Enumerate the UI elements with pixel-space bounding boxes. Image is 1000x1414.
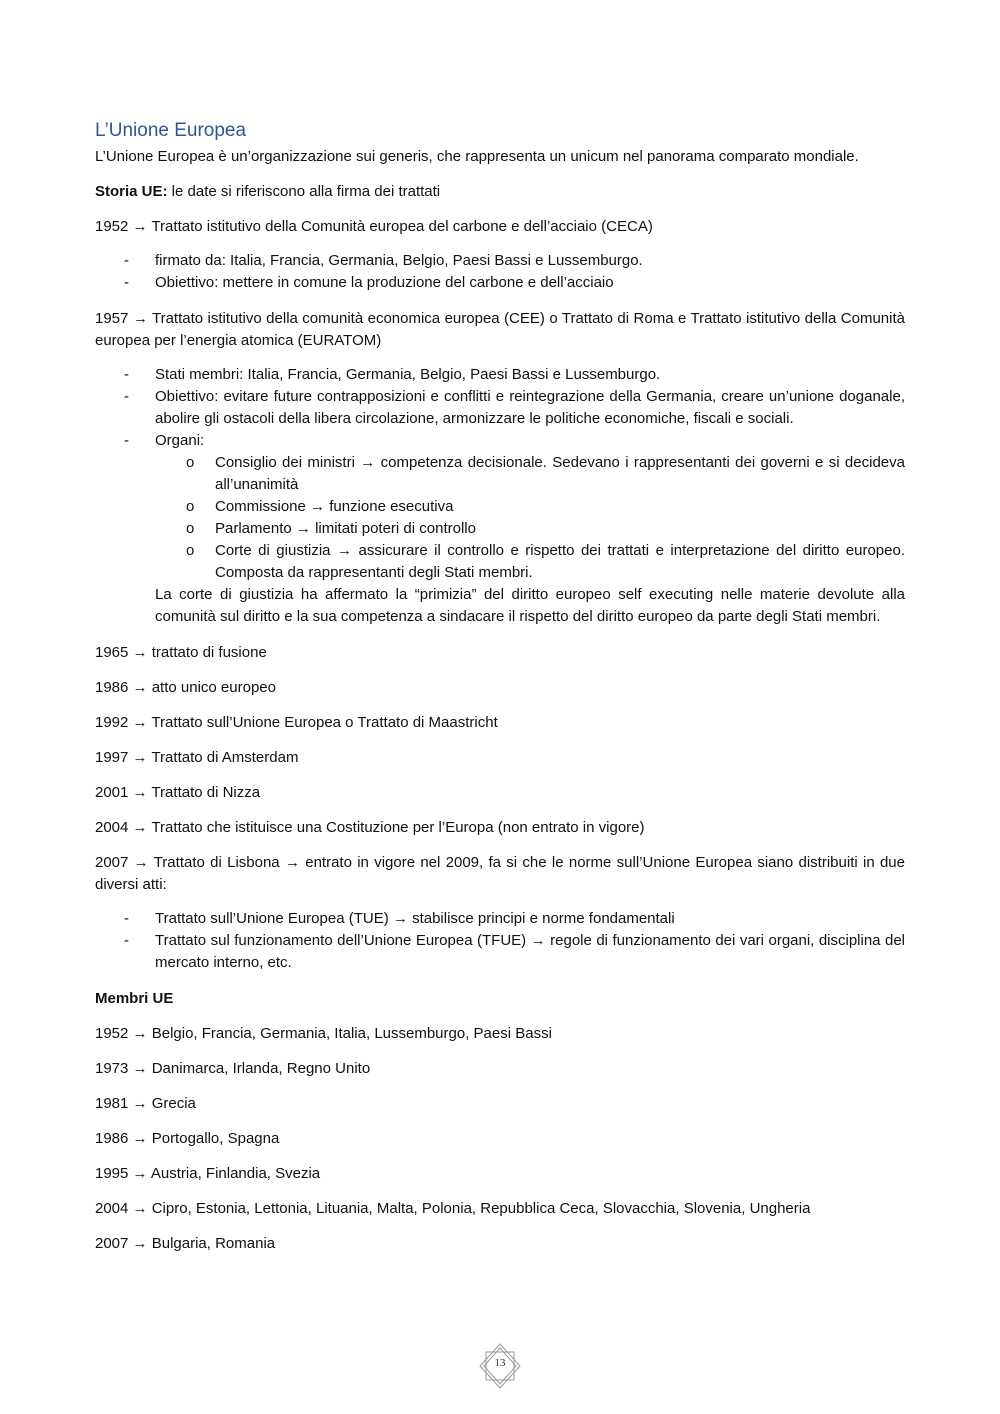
arrow-icon: → [132, 644, 148, 661]
dash-bullet: - [124, 388, 129, 405]
treaty-text: Trattato che istituisce una Costituzione per l’Europa (non entrato in vigore) [151, 819, 645, 836]
treaty-year: 1986 [95, 679, 129, 696]
treaty-year: 1965 [95, 644, 129, 661]
treaty-1957 [95, 308, 905, 352]
storia-label: Storia UE: [95, 183, 168, 200]
membri-countries: Cipro, Estonia, Lettonia, Lituania, Malta, Polonia, Repubblica Ceca, Slovacchia, Slovenia, Ungheria [151, 1200, 811, 1217]
arrow-icon: → [132, 1130, 148, 1147]
list-item [95, 430, 905, 628]
treaty-text: Trattato istitutivo della comunità economica europea (CEE) o Trattato di Roma e Trattato istitutivo della Comunità europea per l’energia atomica (EURATOM) [95, 310, 905, 349]
membri-row [95, 1093, 905, 1115]
arrow-icon: → [310, 498, 326, 515]
treaty-row [95, 782, 905, 804]
list-item [95, 250, 905, 272]
treaty-row [95, 642, 905, 664]
treaty-row [95, 712, 905, 734]
organo-item [155, 518, 905, 540]
treaty-1952 [95, 216, 905, 238]
list-item [95, 908, 905, 930]
storia-text: le date si riferiscono alla firma dei trattati [167, 183, 441, 200]
organo-text: limitati poteri di controllo [315, 520, 476, 537]
membri-row [95, 1023, 905, 1045]
page-title: L’Unione Europea [95, 120, 247, 141]
dash-bullet: - [124, 432, 129, 449]
treaty-text: trattato di fusione [151, 644, 267, 661]
circle-bullet: o [186, 542, 195, 559]
membri-countries: Belgio, Francia, Germania, Italia, Lussemburgo, Paesi Bassi [151, 1025, 552, 1042]
arrow-icon: → [530, 932, 546, 949]
list-item [95, 930, 905, 974]
membri-countries: Austria, Finlandia, Svezia [150, 1165, 321, 1182]
organo-text: assicurare il controllo e rispetto dei trattati e interpretazione del diritto europeo. Composta da rappresentanti degli Stati membri. [215, 542, 905, 581]
list-item-text: Organi: [155, 432, 205, 449]
list-item-text: Obiettivo: mettere in comune la produzione del carbone e dell’acciaio [155, 274, 614, 291]
organo-name: Consiglio dei ministri [215, 454, 355, 471]
list-item-text: Stati membri: Italia, Francia, Germania, Belgio, Paesi Bassi e Lussemburgo. [155, 366, 661, 383]
list-item [95, 364, 905, 386]
membri-countries: Bulgaria, Romania [151, 1235, 276, 1252]
treaty-year: 1997 [95, 749, 129, 766]
treaty-year: 2004 [95, 819, 129, 836]
page-number: 13 [494, 1357, 506, 1369]
list-item [95, 272, 905, 294]
treaty-year: 1992 [95, 714, 129, 731]
membri-row [95, 1233, 905, 1255]
arrow-icon: → [132, 1060, 148, 1077]
treaty-2007 [95, 852, 905, 896]
dash-bullet: - [124, 274, 129, 291]
list-item-name: Trattato sull’Unione Europea (TUE) [155, 910, 389, 927]
treaty-year: 2007 [95, 854, 129, 871]
arrow-icon: → [132, 1025, 148, 1042]
arrow-icon: → [132, 819, 148, 836]
organo-name: Commissione [215, 498, 306, 515]
arrow-icon: → [132, 1200, 148, 1217]
organi-list [155, 452, 905, 584]
list-item [95, 386, 905, 430]
arrow-icon: → [360, 454, 376, 471]
treaty-text: Trattato di Nizza [151, 784, 261, 801]
membri-year: 2004 [95, 1200, 129, 1217]
circle-bullet: o [186, 498, 195, 515]
treaty-year: 1957 [95, 310, 129, 327]
arrow-icon: → [284, 854, 300, 871]
arrow-icon: → [132, 310, 148, 327]
treaty-text: atto unico europeo [151, 679, 276, 696]
organo-name: Parlamento [215, 520, 292, 537]
membri-heading [95, 988, 905, 1010]
membri-row [95, 1128, 905, 1150]
membri-year: 1973 [95, 1060, 129, 1077]
arrow-icon: → [132, 1235, 148, 1252]
corte-note: La corte di giustizia ha affermato la “primizia” del diritto europeo self executing nelle materie devolute alla comunità sul diritto e la sua competenza a sindacare il rispetto del diritto europeo da parte degli Stati membri. [155, 586, 905, 625]
treaty-text: Trattato istitutivo della Comunità europea del carbone e dell’acciaio (CECA) [151, 218, 653, 235]
arrow-icon: → [132, 784, 148, 801]
membri-year: 1995 [95, 1165, 129, 1182]
treaty-year: 2001 [95, 784, 129, 801]
arrow-icon: → [392, 910, 408, 927]
treaty-text: Trattato sull’Unione Europea o Trattato di Maastricht [151, 714, 498, 731]
organo-text: funzione esecutiva [329, 498, 454, 515]
list-item-text: firmato da: Italia, Francia, Germania, Belgio, Paesi Bassi e Lussemburgo. [155, 252, 643, 269]
membri-year: 1981 [95, 1095, 129, 1112]
membri-countries: Grecia [151, 1095, 196, 1112]
treaty-text: Trattato di Amsterdam [151, 749, 299, 766]
treaty-row [95, 817, 905, 839]
list-item-name: Trattato sul funzionamento dell’Unione Europea (TFUE) [155, 932, 527, 949]
document-page [95, 118, 905, 1268]
arrow-icon: → [133, 854, 149, 871]
storia-heading [95, 181, 905, 203]
membri-year: 2007 [95, 1235, 129, 1252]
membri-row [95, 1198, 905, 1220]
arrow-icon: → [132, 1095, 148, 1112]
circle-bullet: o [186, 520, 195, 537]
membri-countries: Portogallo, Spagna [151, 1130, 280, 1147]
membri-heading-text: Membri UE [95, 990, 174, 1007]
list-item-text: regole di funzionamento dei vari organi, disciplina del mercato interno, etc. [155, 932, 906, 971]
circle-bullet: o [186, 454, 195, 471]
treaty-text: entrato in vigore nel 2009, fa si che le norme sull’Unione Europea siano distribuiti in due diversi atti: [95, 854, 905, 893]
organo-item [155, 496, 905, 518]
dash-bullet: - [124, 910, 129, 927]
arrow-icon: → [132, 218, 148, 235]
arrow-icon: → [337, 542, 352, 559]
membri-row [95, 1058, 905, 1080]
organo-text: competenza decisionale. Sedevano i rappresentanti dei governi e si decideva all’unanimità [215, 454, 905, 493]
treaty-name: Trattato di Lisbona [153, 854, 280, 871]
dash-bullet: - [124, 252, 129, 269]
arrow-icon: → [132, 714, 148, 731]
membri-countries: Danimarca, Irlanda, Regno Unito [151, 1060, 371, 1077]
membri-year: 1986 [95, 1130, 129, 1147]
treaty-year: 1952 [95, 218, 129, 235]
intro-paragraph: L’Unione Europea è un’organizzazione sui generis, che rappresenta un unicum nel panorama comparato mondiale. [95, 148, 859, 165]
treaty-2007-list [95, 908, 905, 974]
arrow-icon: → [132, 749, 148, 766]
list-item-text: stabilisce principi e norme fondamentali [412, 910, 675, 927]
dash-bullet: - [124, 932, 129, 949]
page-number-ornament [474, 1342, 526, 1390]
membri-row [95, 1163, 905, 1185]
treaty-1952-list [95, 250, 905, 294]
list-item-text: Obiettivo: evitare future contrapposizioni e conflitti e reintegrazione della Germania, creare un’unione doganale, abolire gli ostacoli della libera circolazione, armonizzare le politiche economiche, fiscali e sociali. [155, 388, 905, 427]
dash-bullet: - [124, 366, 129, 383]
treaty-row [95, 677, 905, 699]
treaty-row [95, 747, 905, 769]
organo-item [155, 540, 905, 584]
organo-item [155, 452, 905, 496]
treaty-1957-list [95, 364, 905, 628]
arrow-icon: → [132, 1165, 148, 1182]
arrow-icon: → [295, 520, 311, 537]
arrow-icon: → [132, 679, 148, 696]
membri-year: 1952 [95, 1025, 129, 1042]
organo-name: Corte di giustizia [215, 542, 331, 559]
